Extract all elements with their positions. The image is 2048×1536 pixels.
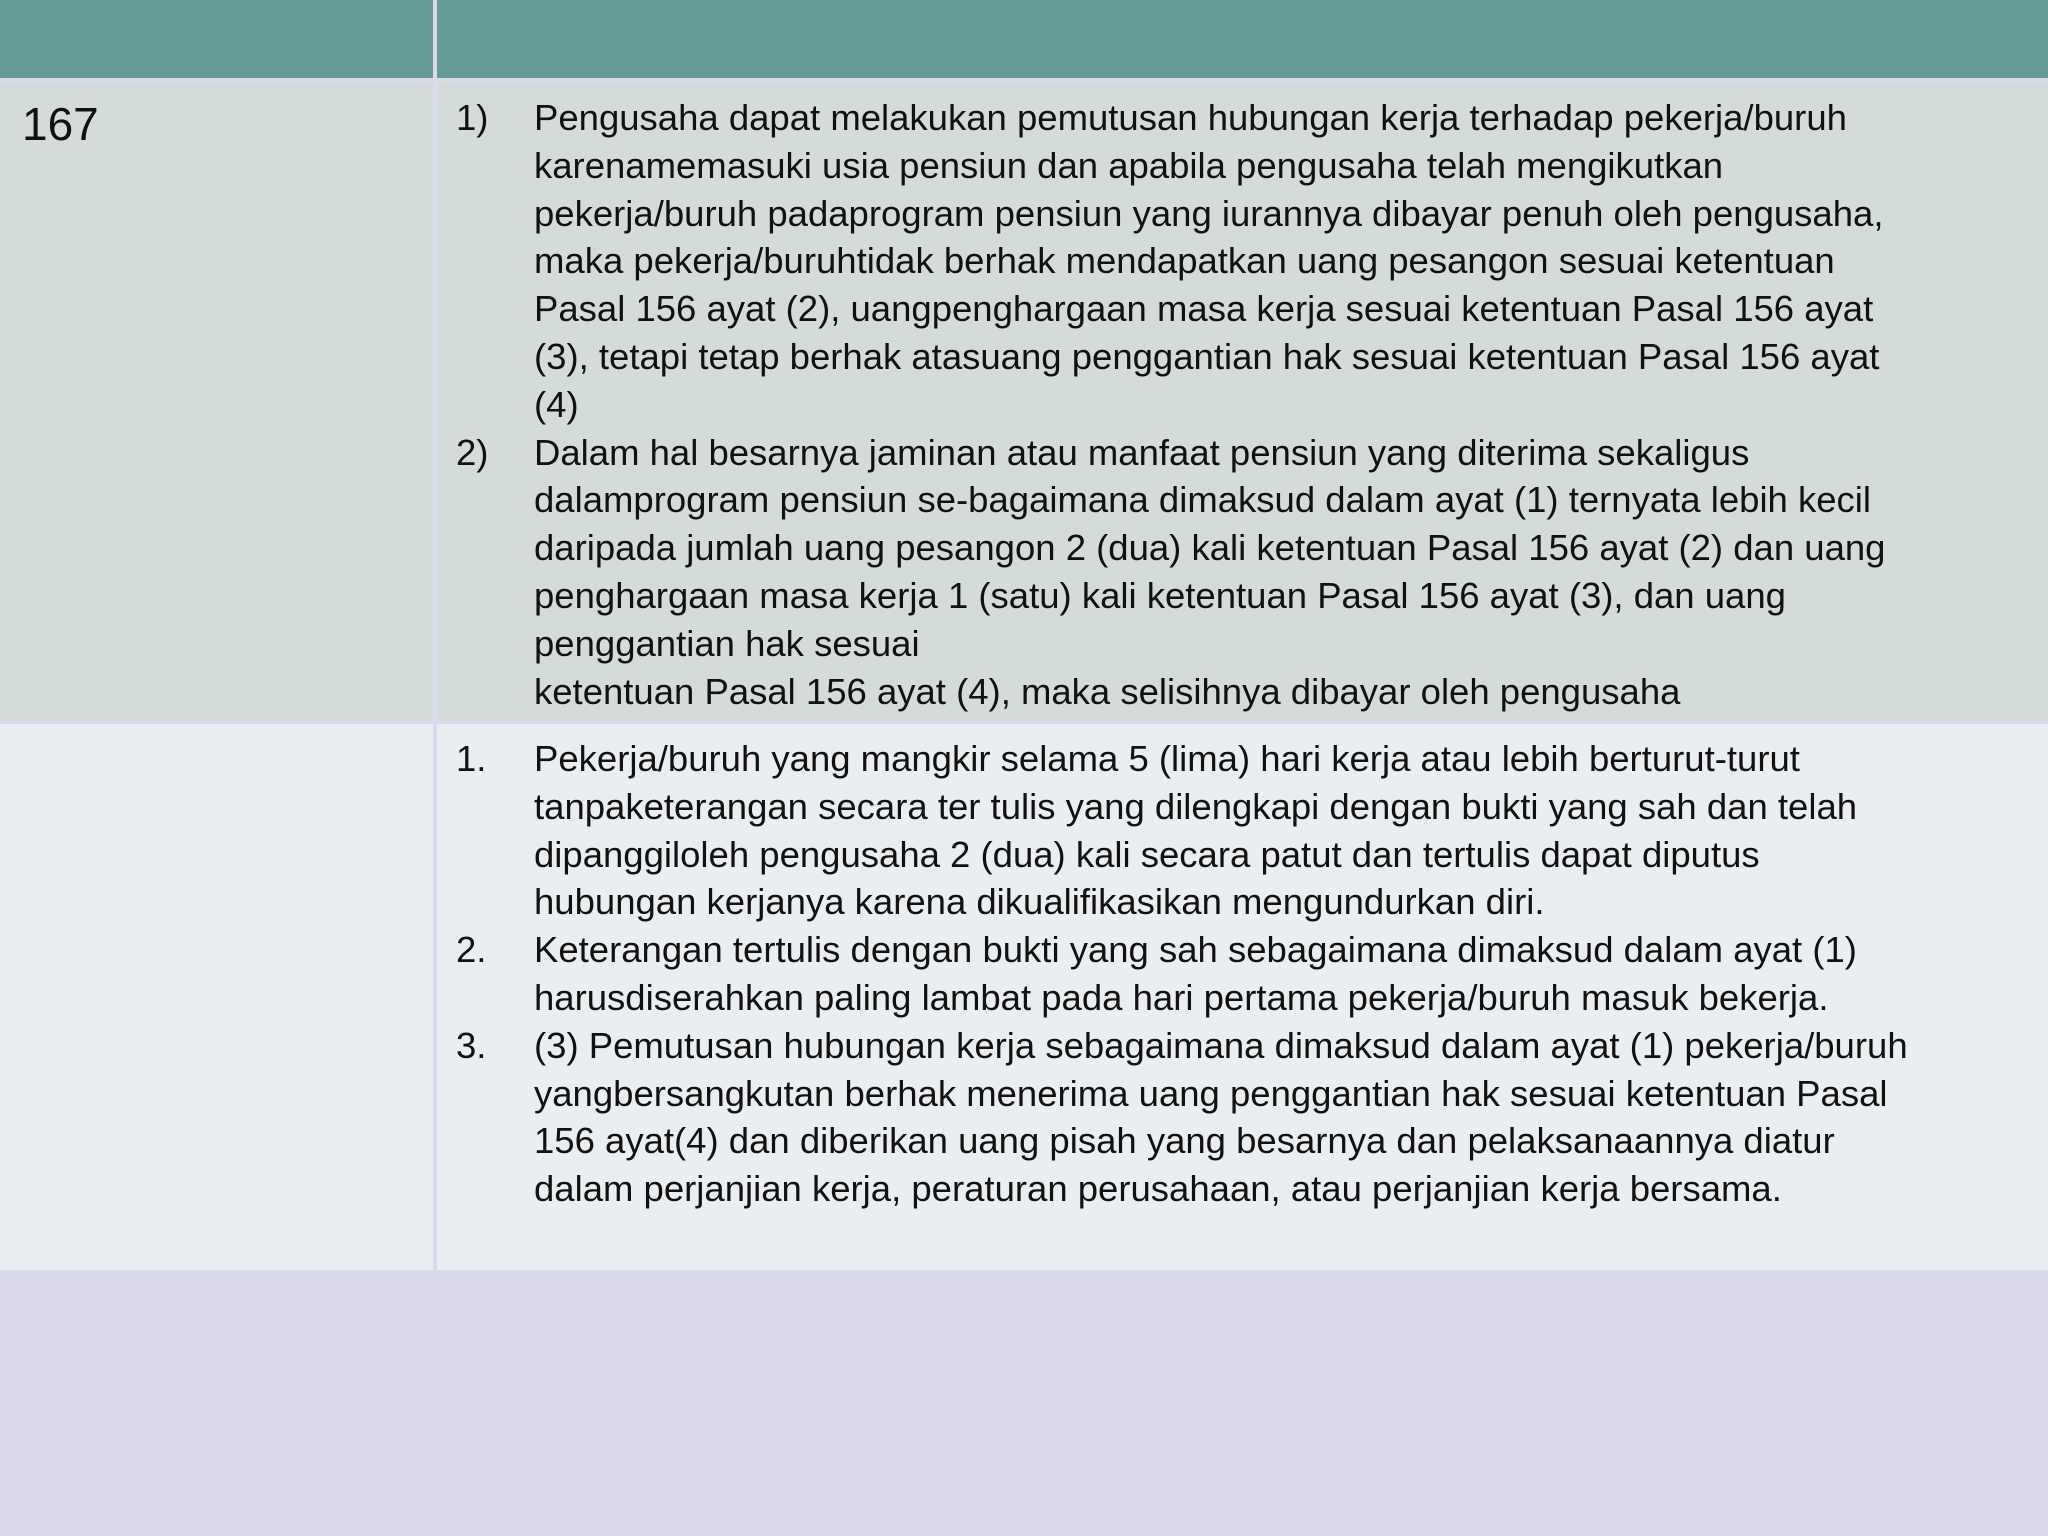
- pasal-number: 167: [22, 98, 99, 150]
- text-line: ketentuan Pasal 156 ayat (4), maka selisihnya dibayar oleh pengusaha: [534, 670, 1681, 712]
- text-line: pekerja/buruh padaprogram pensiun yang iurannya dibayar penuh oleh pengusaha,: [534, 192, 1884, 234]
- text-line: karenamemasuki usia pensiun dan apabila pengusaha telah mengikutkan: [534, 144, 1724, 186]
- list-item-text: [534, 735, 2036, 926]
- text-line: Keterangan tertulis dengan bukti yang sah sebagaimana dimaksud dalam ayat (1): [534, 929, 1857, 971]
- text-line: maka pekerja/buruhtidak berhak mendapatkan uang pesangon sesuai ketentuan: [534, 240, 1835, 282]
- list-item: [456, 926, 2036, 1022]
- list-marker: 1): [456, 97, 489, 138]
- list-item-text: [534, 926, 2036, 1022]
- list-item-text: [534, 94, 2036, 429]
- text-line: daripada jumlah uang pesangon 2 (dua) kali ketentuan Pasal 156 ayat (2) dan uang: [534, 527, 1886, 569]
- row-2-item-list: [456, 735, 2036, 1213]
- text-line: hubungan kerjanya karena dikualifikasikan mengundurkan diri.: [534, 881, 1545, 923]
- text-line: (3), tetapi tetap berhak atasuang penggantian hak sesuai ketentuan Pasal 156 ayat: [534, 335, 1880, 377]
- table-row-2-pasal-cell: [0, 724, 433, 1270]
- list-item: [456, 1022, 2036, 1213]
- text-line: harusdiserahkan paling lambat pada hari pertama pekerja/buruh masuk bekerja.: [534, 976, 1829, 1018]
- text-line: tanpaketerangan secara ter tulis yang dilengkapi dengan bukti yang sah dan telah: [534, 785, 1858, 827]
- text-line: Pekerja/buruh yang mangkir selama 5 (lima) hari kerja atau lebih berturut-turut: [534, 738, 1800, 779]
- text-line: penggantian hak sesuai: [534, 622, 920, 664]
- table-row-1-pasal-cell: [0, 82, 433, 720]
- text-line: dipanggiloleh pengusaha 2 (dua) kali secara patut dan tertulis dapat diputus: [534, 833, 1760, 875]
- text-line: (4): [534, 383, 579, 425]
- list-marker: 1.: [456, 738, 487, 779]
- list-item: [456, 94, 2036, 429]
- list-item-text: [534, 1022, 2036, 1213]
- text-line: penghargaan masa kerja 1 (satu) kali ketentuan Pasal 156 ayat (3), dan uang: [534, 574, 1786, 616]
- list-marker: 3.: [456, 1024, 487, 1066]
- text-line: dalamprogram pensiun se-bagaimana dimaksud dalam ayat (1) ternyata lebih kecil: [534, 479, 1872, 521]
- list-item-text: [534, 429, 2036, 716]
- text-line: Dalam hal besarnya jaminan atau manfaat pensiun yang diterima sekaligus: [534, 431, 1750, 473]
- row-1-item-list: [456, 94, 2036, 715]
- list-marker: 2.: [456, 929, 487, 971]
- text-line: yangbersangkutan berhak menerima uang penggantian hak sesuai ketentuan Pasal: [534, 1072, 1888, 1114]
- header-cell-pasal: [0, 0, 433, 78]
- text-line: Pasal 156 ayat (2), uangpenghargaan masa kerja sesuai ketentuan Pasal 156 ayat: [534, 288, 1874, 330]
- header-cell-content: [437, 0, 2048, 78]
- text-line: dalam perjanjian kerja, peraturan perusahaan, atau perjanjian kerja bersama.: [534, 1168, 1782, 1210]
- list-item: [456, 429, 2036, 716]
- text-line: (3) Pemutusan hubungan kerja sebagaimana dimaksud dalam ayat (1) pekerja/buruh: [534, 1024, 1908, 1066]
- text-line: 156 ayat(4) dan diberikan uang pisah yang besarnya dan pelaksanaannya diatur: [534, 1120, 1835, 1162]
- text-line: Pengusaha dapat melakukan pemutusan hubungan kerja terhadap pekerja/buruh: [534, 97, 1847, 138]
- list-marker: 2): [456, 431, 489, 473]
- list-item: [456, 735, 2036, 926]
